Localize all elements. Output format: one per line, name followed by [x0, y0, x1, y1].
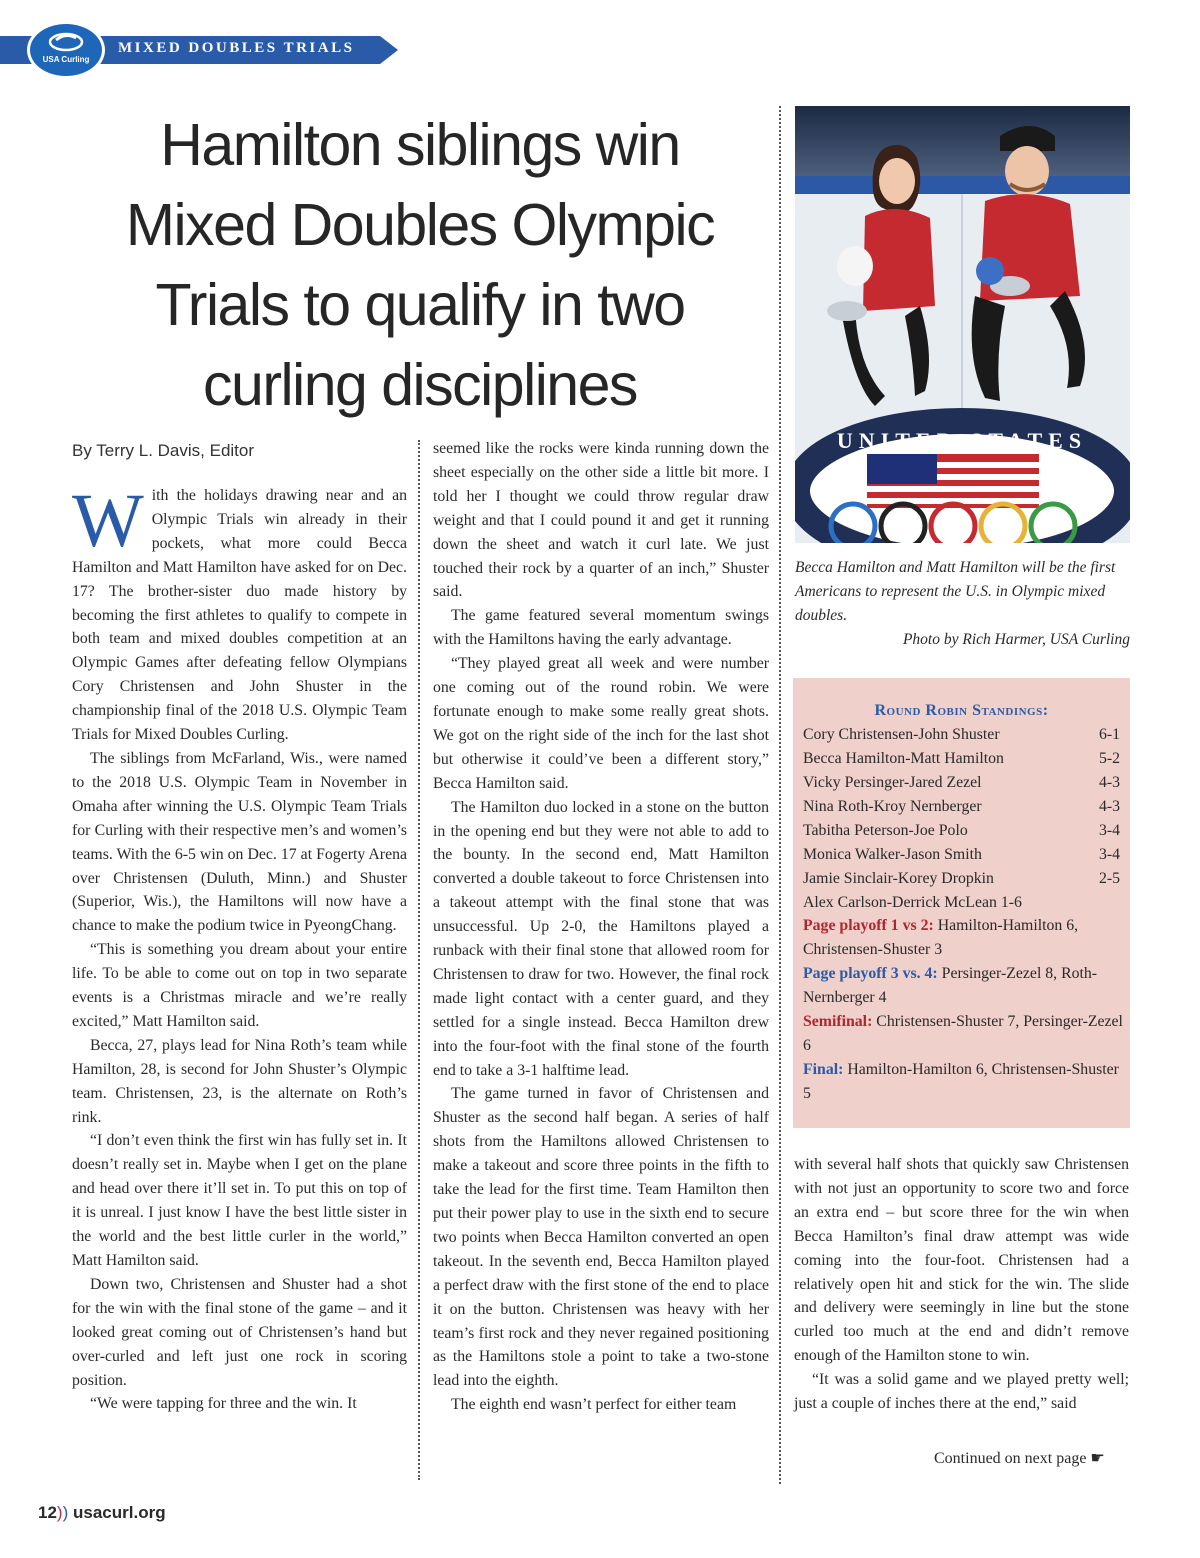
- headline-line: Mixed Doubles Olympic: [125, 192, 715, 258]
- headline-line: Trials to qualify in two: [155, 272, 685, 338]
- standings-box: Round Robin Standings: Cory Christensen-John Shuster 6-1 Becca Hamilton-Matt Hamilton 5-2 Vicky Persinger-Jared Zezel 4-3 Nina Roth-Kroy Nernberger 4-3 Tabitha Peterson-Joe Polo 3-4 Monica Walker-Jason Smith 3-4 Jamie Sinclair-Korey Dropkin 2-5 Alex Carlson-Derrick McLean 1-6 Page playoff 1 vs 2: Hamilton-Hamilton 6, Christensen-Shuster 3 Page playoff 3 vs. 4: Persinger-Zezel 8, Roth-Nernberger 4 Semifinal: Christensen-Shuster 7, Persinger-Zezel 6 Final: Hamilton-Hamilton 6, Christensen-Shuster 5: [793, 678, 1130, 1128]
- footer-bracket-icon: ): [56, 1503, 63, 1522]
- column-divider: [779, 106, 781, 1484]
- article-paragraph: Down two, Christensen and Shuster had a shot for the win with the final stone of the game – and it looked great coming out of Christensen’s hand but over-curled and left just one rock in scoring position.: [72, 1275, 407, 1389]
- article-paragraph: The game turned in favor of Christensen and Shuster as the second half began. A series of half shots from the Hamiltons allowed Christensen to make a takeout and score three points in the fifth to take the lead for the first time. Team Hamilton then put their power play to use in the sixth end to secure two points when Becca Hamilton converted an open takeout. In the seventh end, Becca Hamilton played a perfect draw with the first stone of the end to place it on the button. Christensen was heavy with her team’s first rock and they never regained positioning as the Hamiltons stole a point to take a two-stone lead into the eighth.: [433, 1085, 769, 1390]
- article-paragraph: The eighth end wasn’t perfect for either team: [451, 1396, 737, 1414]
- byline: By Terry L. Davis, Editor: [72, 441, 255, 460]
- us-flag-icon: [867, 454, 1039, 508]
- headline-line: curling disciplines: [203, 352, 637, 418]
- playoff-result: Page playoff 3 vs. 4: Persinger-Zezel 8, Roth-Nernberger 4: [803, 965, 1098, 1006]
- article-paragraph: “I don’t even think the first win has fully set in. It doesn’t really set in. Maybe when I get on the plane and head over there it’ll set in. To put this on top of it is unreal. I just know I have the best little sister in the world and the best little curler in the world,” Matt Hamilton said.: [72, 1132, 407, 1269]
- ice-logo-text: UNITED STATES: [836, 428, 1088, 453]
- usa-curling-logo: [30, 24, 102, 76]
- photo-credit: Photo by Rich Harmer, USA Curling: [902, 631, 1130, 648]
- photo-caption: [795, 556, 1130, 652]
- footer-bracket-icon: ): [62, 1503, 69, 1522]
- article-column-3: [794, 1153, 1129, 1416]
- article-paragraph: With the holidays drawing near and an Olympic Trials win already in their pockets, what more could Becca Hamilton and Matt Hamilton have asked for on Dec. 17? The brother-sister duo made history by becoming the first athletes to qualify to compete in both team and mixed doubles competition at an Olympic Games after defeating fellow Olympians Cory Christensen and John Shuster in the championship final of the 2018 U.S. Olympic Team Trials for Mixed Doubles Curling.: [72, 479, 407, 744]
- hamilton-siblings-photo: [795, 106, 1130, 543]
- pointing-hand-icon: ☛: [1090, 1448, 1105, 1467]
- article-paragraph: with several half shots that quickly saw Christensen with not just an opportunity to score two and force an extra end – but score three for the win when Becca Hamilton’s final draw attempt was wide coming into the four-foot. Christensen had a relatively open hit and stick for the win. The slide and delivery were seemingly in line but the stone curled too much at the end and didn’t remove enough of the Hamilton stone to win.: [794, 1156, 1129, 1365]
- footer-site: usacurl.org: [73, 1503, 166, 1522]
- standings-title: Round Robin Standings:: [874, 702, 1049, 719]
- headline-line: Hamilton siblings win: [160, 112, 680, 178]
- page-footer: [38, 1503, 166, 1523]
- caption-text: Becca Hamilton and Matt Hamilton will be the first Americans to represent the U.S. in Olympic mixed doubles.: [795, 559, 1116, 624]
- logo-text: USA Curling: [42, 55, 90, 64]
- article-paragraph: “We were tapping for three and the win. It: [90, 1395, 357, 1413]
- playoff-result: Semifinal: Christensen-Shuster 7, Persinger-Zezel 6: [803, 1013, 1123, 1054]
- playoff-result: Page playoff 1 vs 2: Hamilton-Hamilton 6, Christensen-Shuster 3: [803, 917, 1079, 958]
- column-divider: [418, 440, 420, 1480]
- article-paragraph: seemed like the rocks were kinda running down the sheet especially on the other side a little bit more. I told her I thought we could throw regular draw weight and that I could pound it and get it running down the sheet and watch it curl late. We just touched their rock by a quarter of an inch,” Shuster said.: [433, 440, 769, 601]
- section-label: MIXED DOUBLES TRIALS: [118, 40, 355, 56]
- article-paragraph: Becca, 27, plays lead for Nina Roth’s team while Hamilton, 28, is second for John Shuster’s Olympic team. Christensen, 23, is the alternate on Roth’s rink.: [72, 1036, 407, 1126]
- article-photo: [795, 106, 1130, 543]
- article-paragraph: “This is something you dream about your entire life. To be able to come out on top in two separate events is a Christmas miracle and we’re really excited,” Matt Hamilton said.: [72, 941, 407, 1030]
- playoff-result: Final: Hamilton-Hamilton 6, Christensen-Shuster 5: [803, 1061, 1119, 1102]
- headline: [70, 105, 770, 425]
- continued-notice: Continued on next page ☛: [934, 1448, 1105, 1467]
- article-column-1: [72, 479, 407, 1416]
- drop-cap: W: [72, 479, 144, 563]
- article-paragraph: The game featured several momentum swings with the Hamiltons having the early advantage.: [433, 607, 769, 649]
- article-paragraph: The siblings from McFarland, Wis., were named to the 2018 U.S. Olympic Team in November in Omaha after winning the U.S. Olympic Team Trials for Curling with their respective men’s and women’s teams. With the 6-5 win on Dec. 17 at Fogerty Arena over Christensen (Duluth, Minn.) and Shuster (Superior, Wis.), the Hamiltons will now have a chance to make the podium twice in PyeongChang.: [72, 749, 407, 935]
- page-number: 12: [38, 1503, 57, 1522]
- banner-arrow: [380, 36, 398, 64]
- curling-stone-icon: [30, 24, 102, 56]
- article-paragraph: The Hamilton duo locked in a stone on the button in the opening end but they were not able to add to the bounty. In the second end, Matt Hamilton converted a double takeout to force Christensen into a takeout attempt with the final stone that was unsuccessful. Up 2-0, the Hamiltons played a runback with their final stone that allowed room for Christensen to draw for two. However, the final rock made light contact with a center guard, and they settled for a single instead. Becca Hamilton drew into the four-foot with the final stone of the fourth end to take a 3-1 halftime lead.: [433, 798, 769, 1079]
- article-paragraph: “It was a solid game and we played pretty well; just a couple of inches there at the end,” said: [794, 1371, 1129, 1413]
- article-column-2: [433, 437, 769, 1417]
- article-paragraph: “They played great all week and were number one coming out of the round robin. We were fortunate enough to make some really great shots. We got on the right side of the inch for the last shot but otherwise it could’ve been a different story,” Becca Hamilton said.: [433, 655, 769, 792]
